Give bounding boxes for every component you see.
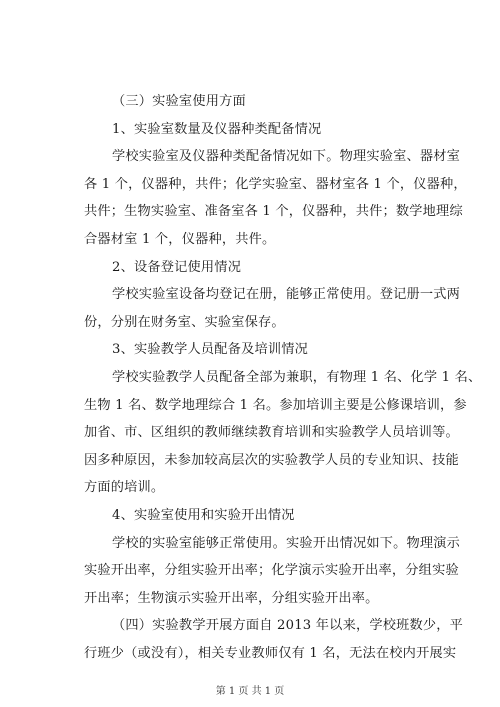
subheading-equipment-registration: 2、设备登记使用情况 [112, 259, 242, 275]
paragraph-line: 行班少（或没有），相关专业教师仅有 1 名，无法在校内开展实 [84, 645, 457, 661]
paragraph-line: 方面的培训。 [84, 480, 165, 496]
paragraph-line: 学校的实验室能够正常使用。实验开出情况如下。物理演示 [112, 535, 461, 551]
paragraph-line: 实验开出率，分组实验开出率；化学演示实验开出率，分组实验 [84, 563, 459, 579]
section-heading-four: （四）实验教学开展方面自 2013 年以来，学校班数少，平 [112, 618, 464, 634]
paragraph-line: 开出率；生物演示实验开出率，分组实验开出率。 [84, 590, 379, 606]
subheading-staffing-training: 3、实验教学人员配备及培训情况 [112, 342, 309, 358]
subheading-lab-quantity: 1、实验室数量及仪器种类配备情况 [112, 121, 322, 137]
paragraph-line: 学校实验室设备均登记在册，能够正常使用。登记册一式两 [112, 287, 461, 303]
paragraph-line: 学校实验教学人员配备全部为兼职，有物理 1 名、化学 1 名、 [112, 369, 482, 385]
section-heading-three: （三）实验室使用方面 [112, 94, 246, 109]
paragraph-line: 合器材室 1 个，仪器种，共件。 [84, 231, 276, 247]
paragraph-line: 学校实验室及仪器种类配备情况如下。物理实验室、器材室 [112, 149, 461, 165]
subheading-lab-usage: 4、实验室使用和实验开出情况 [112, 507, 295, 523]
document-body [84, 88, 482, 667]
paragraph-line: 因多种原因，未参加较高层次的实验教学人员的专业知识、技能 [84, 452, 459, 468]
paragraph-line: 加省、市、区组织的教师继续教育培训和实验教学人员培训等。 [84, 425, 459, 441]
paragraph-line: 份，分别在财务室、实验室保存。 [84, 314, 285, 330]
page-footer: 第 1 页 共 1 页 [215, 686, 285, 697]
paragraph-line: 共件；生物实验室、准备室各 1 个，仪器种，共件；数学地理综 [84, 204, 463, 220]
paragraph-line: 生物 1 名、数学地理综合 1 名。参加培训主要是公修课培训，参 [84, 397, 467, 413]
paragraph-line: 各 1 个，仪器种，共件；化学实验室、器材室各 1 个，仪器种， [84, 176, 467, 192]
